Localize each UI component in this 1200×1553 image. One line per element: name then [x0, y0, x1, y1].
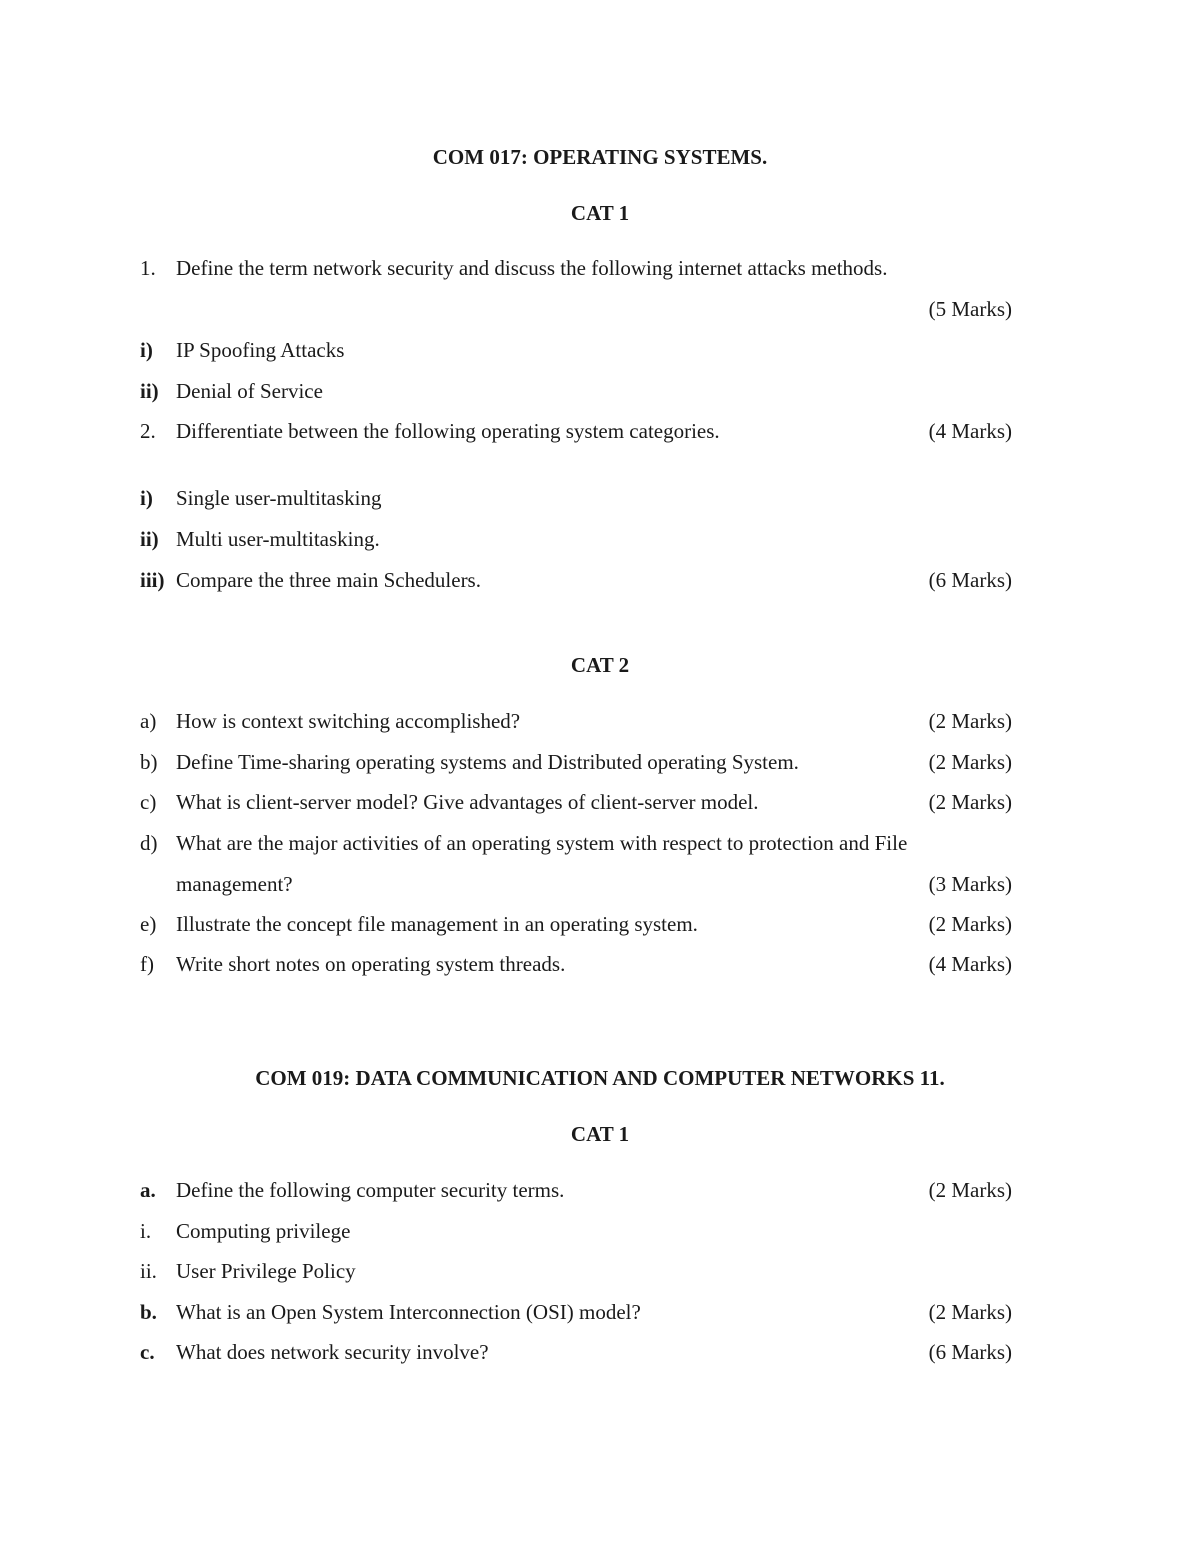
question-number: f)	[140, 952, 154, 976]
question-a-i	[140, 1217, 1012, 1245]
question-marks: (2 Marks)	[928, 1178, 1012, 1202]
question-number: b)	[140, 750, 158, 774]
question-1-marks-line	[140, 295, 1012, 323]
sub-text: Computing privilege	[176, 1219, 351, 1243]
cat1-heading: CAT 1	[570, 201, 630, 225]
sub-number: i.	[140, 1219, 152, 1243]
question-text: Illustrate the concept file management in an operating system.	[176, 912, 698, 936]
question-2-i	[140, 484, 1012, 512]
sub-text: Compare the three main Schedulers.	[176, 568, 481, 592]
question-number: e)	[140, 912, 157, 936]
question-text: What does network security involve?	[176, 1340, 489, 1364]
question-marks: (2 Marks)	[928, 790, 1012, 814]
question-2-iii	[140, 566, 1012, 594]
question-marks: (2 Marks)	[928, 709, 1012, 733]
sub-number: iii)	[140, 568, 165, 592]
question-text: What are the major activities of an operating system with respect to protection and File	[176, 831, 908, 855]
sub-number: i)	[140, 486, 153, 510]
question-marks: (6 Marks)	[928, 1340, 1012, 1364]
question-marks: (2 Marks)	[928, 1300, 1012, 1324]
question-number: b.	[140, 1300, 157, 1324]
question-1	[140, 254, 1012, 282]
question-a	[140, 707, 1012, 735]
question-marks: (4 Marks)	[928, 419, 1012, 443]
sub-text: Single user-multitasking	[176, 486, 382, 510]
question-e	[140, 910, 1012, 938]
question-c	[140, 1338, 1012, 1366]
question-f	[140, 950, 1012, 978]
question-1-i	[140, 336, 1012, 364]
question-text: Differentiate between the following operating system categories.	[176, 419, 720, 443]
question-number: c.	[140, 1340, 155, 1364]
question-b	[140, 748, 1012, 776]
question-a	[140, 1176, 1012, 1204]
question-c	[140, 788, 1012, 816]
question-number: 1.	[140, 256, 156, 280]
question-text: Define the following computer security terms.	[176, 1178, 565, 1202]
course-title-com017: COM 017: OPERATING SYSTEMS.	[432, 145, 768, 169]
question-number: d)	[140, 831, 158, 855]
question-text: Define Time-sharing operating systems and Distributed operating System.	[176, 750, 799, 774]
cat2-heading: CAT 2	[570, 653, 630, 677]
sub-number: ii)	[140, 379, 159, 403]
question-a-ii	[140, 1257, 1012, 1285]
question-marks: (4 Marks)	[928, 952, 1012, 976]
question-text: Define the term network security and discuss the following internet attacks methods.	[176, 256, 888, 280]
question-marks: (2 Marks)	[928, 750, 1012, 774]
question-number: 2.	[140, 419, 156, 443]
sub-text: Denial of Service	[176, 379, 323, 403]
question-marks: (6 Marks)	[928, 568, 1012, 592]
sub-number: i)	[140, 338, 153, 362]
question-2	[140, 417, 1012, 445]
question-number: c)	[140, 790, 157, 814]
question-text-continued: management?	[176, 872, 293, 896]
sub-number: ii.	[140, 1259, 157, 1283]
question-d	[140, 829, 1012, 857]
question-text: How is context switching accomplished?	[176, 709, 521, 733]
question-b	[140, 1298, 1012, 1326]
cat1-heading: CAT 1	[570, 1122, 630, 1146]
question-number: a)	[140, 709, 157, 733]
question-text: What is client-server model? Give advantages of client-server model.	[176, 790, 759, 814]
question-text: What is an Open System Interconnection (OSI) model?	[176, 1300, 641, 1324]
course-title-com019: COM 019: DATA COMMUNICATION AND COMPUTER NETWORKS 11.	[255, 1066, 945, 1090]
sub-text: User Privilege Policy	[176, 1259, 356, 1283]
sub-text: IP Spoofing Attacks	[176, 338, 345, 362]
question-marks: (2 Marks)	[928, 912, 1012, 936]
question-marks: (3 Marks)	[928, 872, 1012, 896]
question-1-ii	[140, 377, 1012, 405]
question-2-ii	[140, 525, 1012, 553]
question-text: Write short notes on operating system threads.	[176, 952, 566, 976]
question-marks: (5 Marks)	[928, 297, 1012, 321]
question-number: a.	[140, 1178, 156, 1202]
sub-number: ii)	[140, 527, 159, 551]
sub-text: Multi user-multitasking.	[176, 527, 380, 551]
question-d-continued	[140, 870, 1012, 898]
